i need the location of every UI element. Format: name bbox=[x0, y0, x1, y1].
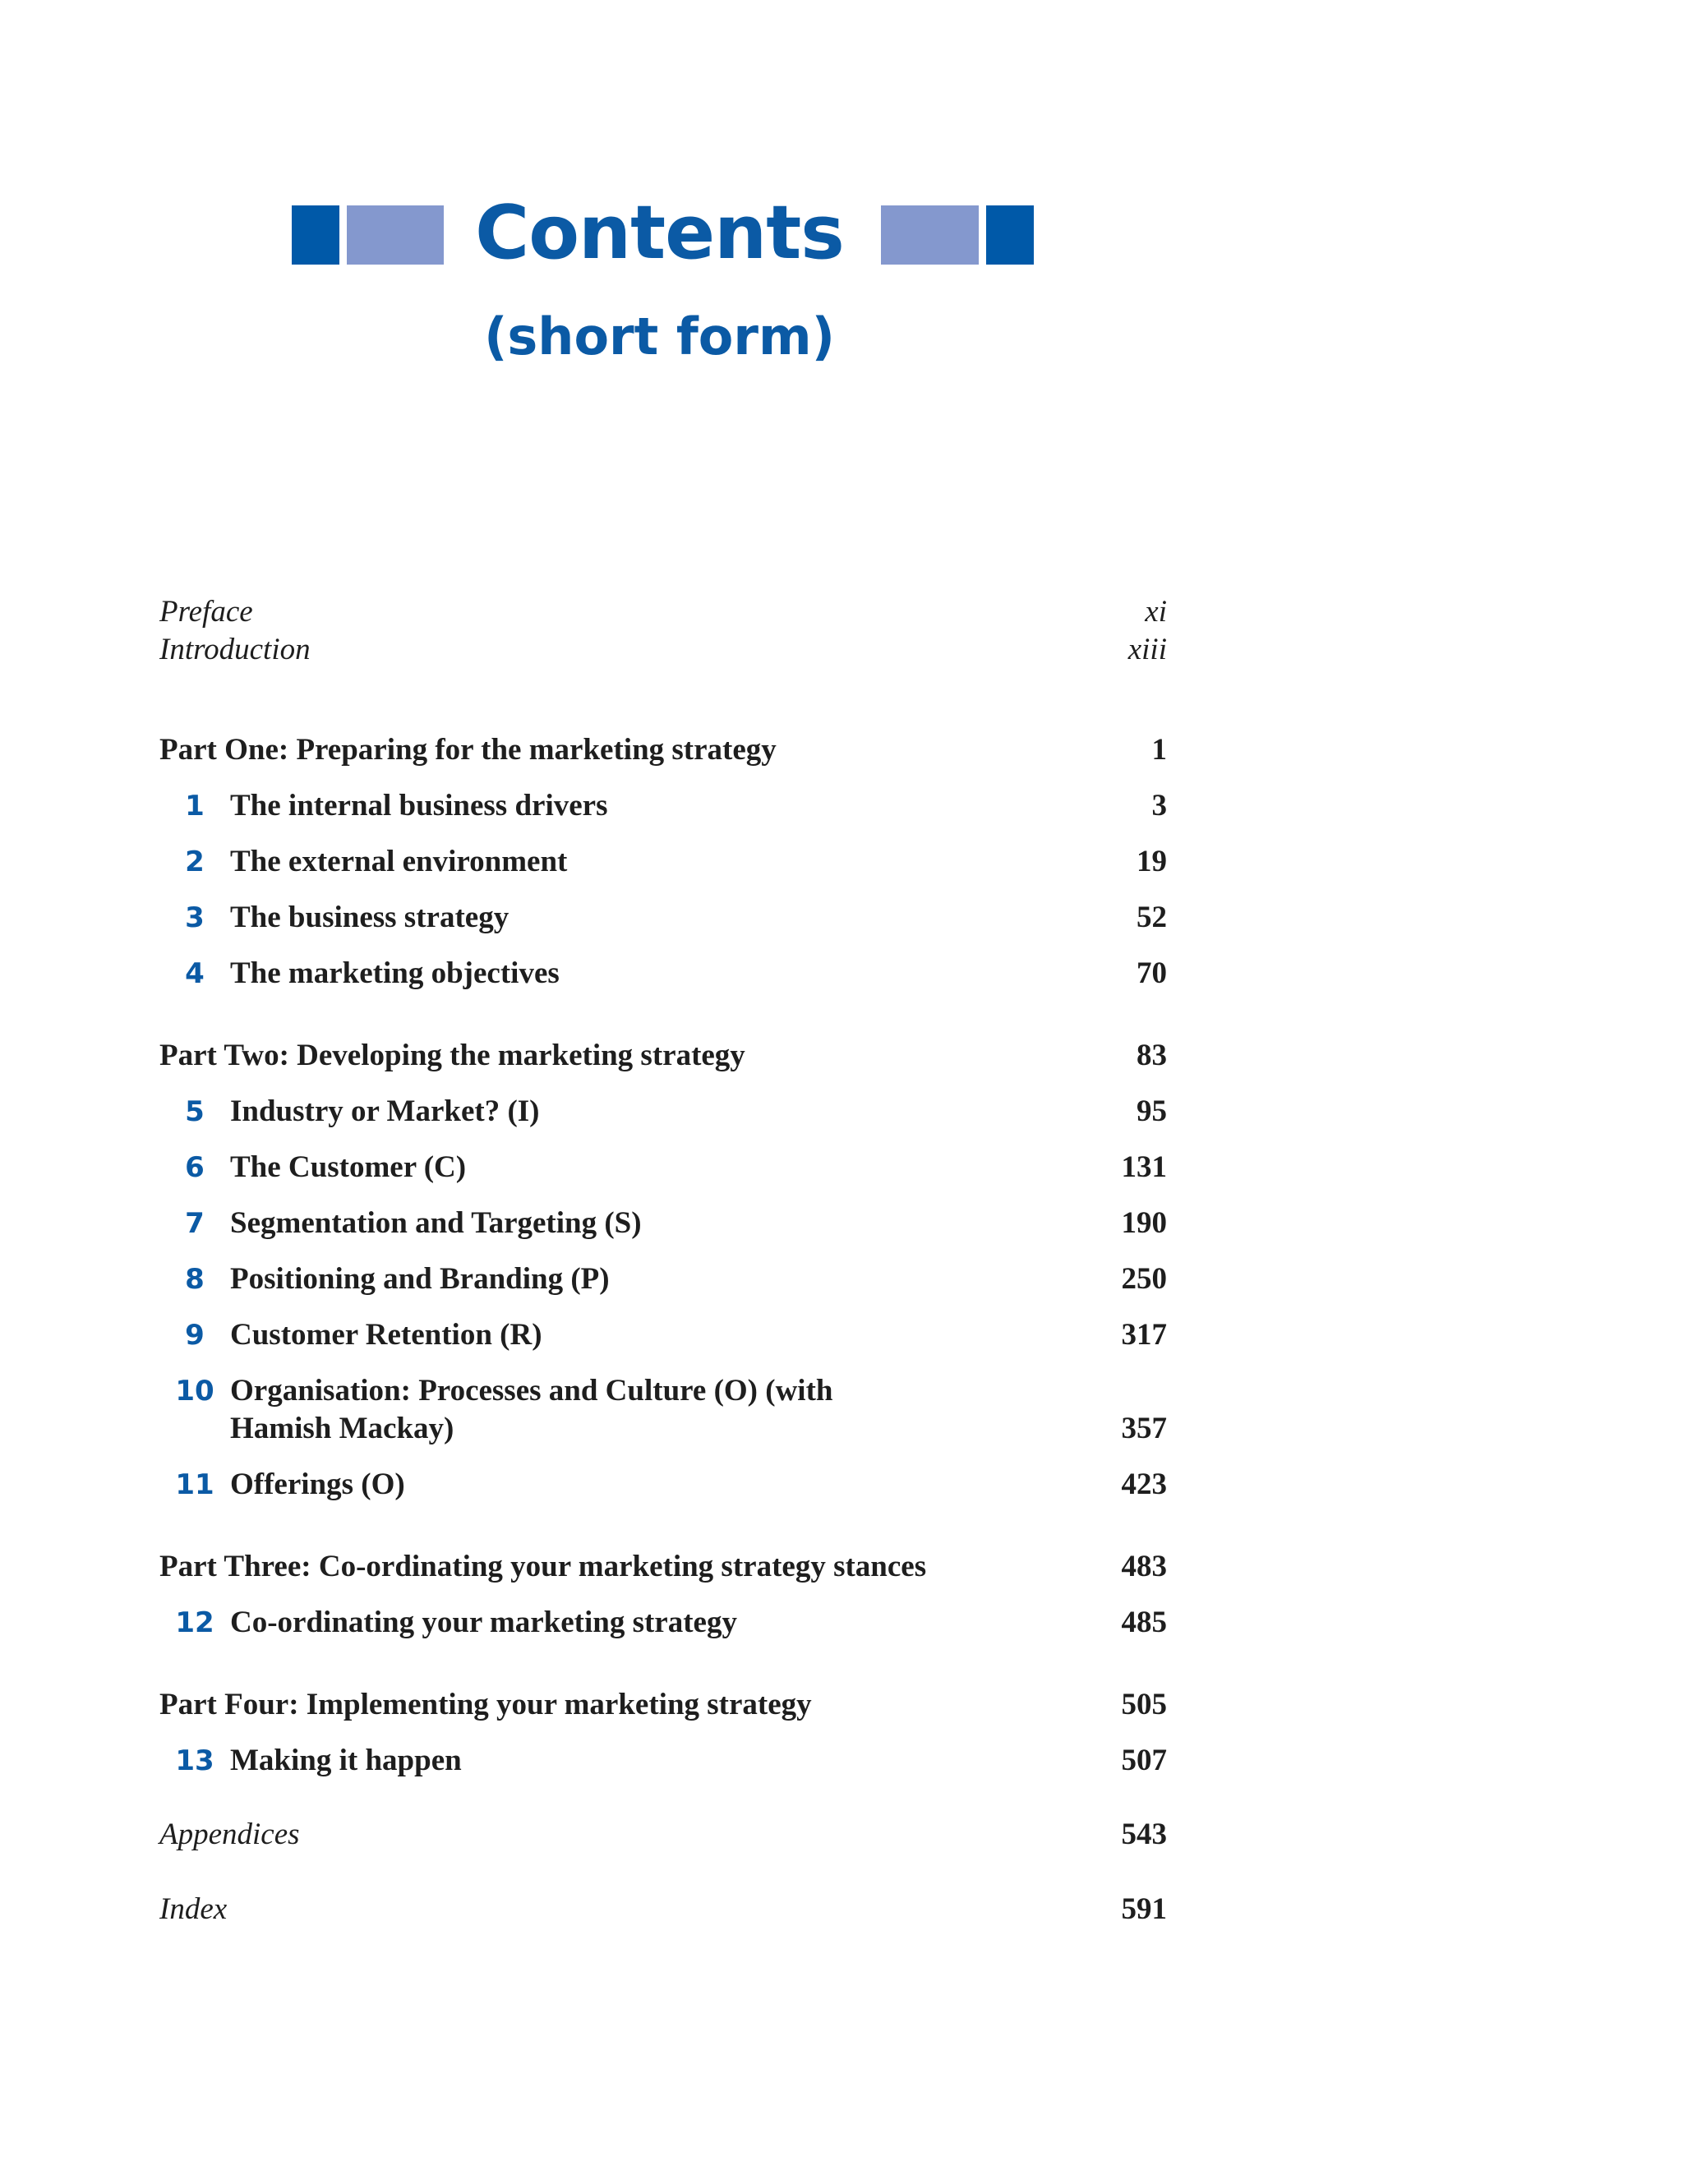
chapter-page: 19 bbox=[1137, 845, 1167, 878]
toc-chapter-7[interactable] bbox=[159, 1205, 1167, 1242]
chapter-page: 131 bbox=[1121, 1150, 1167, 1184]
toc-chapter-4[interactable] bbox=[159, 955, 1167, 993]
chapter-title: Organisation: Processes and Culture (O) (with Hamish Mackay) bbox=[230, 1374, 833, 1445]
chapter-title: The business strategy bbox=[230, 901, 510, 934]
title-block-dark-right bbox=[986, 205, 1034, 265]
entry-page: 543 bbox=[1121, 1818, 1167, 1851]
toc-part-three[interactable] bbox=[159, 1548, 1167, 1586]
toc-chapter-6[interactable] bbox=[159, 1149, 1167, 1186]
chapter-page: 317 bbox=[1121, 1318, 1167, 1352]
chapter-page: 423 bbox=[1121, 1468, 1167, 1501]
entry-page: xiii bbox=[1127, 633, 1167, 666]
toc-chapter-13[interactable] bbox=[159, 1742, 1167, 1780]
toc-chapter-9[interactable] bbox=[159, 1316, 1167, 1354]
part-title: Part Four: Implementing your marketing strategy bbox=[159, 1688, 812, 1721]
toc-entry-preface[interactable] bbox=[159, 593, 1167, 631]
chapter-number: 10 bbox=[175, 1375, 214, 1408]
chapter-title: The external environment bbox=[230, 845, 568, 878]
chapter-number: 3 bbox=[185, 901, 205, 934]
part-title: Part One: Preparing for the marketing strategy bbox=[159, 733, 777, 767]
chapter-title: The marketing objectives bbox=[230, 956, 560, 990]
chapter-title: Customer Retention (R) bbox=[230, 1318, 542, 1352]
toc-chapter-8[interactable] bbox=[159, 1260, 1167, 1298]
toc-chapter-11[interactable] bbox=[159, 1466, 1167, 1504]
page-subtitle: (short form) bbox=[484, 306, 835, 366]
chapter-title: Co-ordinating your marketing strategy bbox=[230, 1606, 737, 1639]
entry-label: Preface bbox=[159, 595, 253, 629]
table-of-contents bbox=[159, 593, 1167, 1928]
chapter-number: 13 bbox=[175, 1744, 214, 1777]
toc-entry-appendices[interactable] bbox=[159, 1816, 1167, 1854]
chapter-page: 357 bbox=[1121, 1412, 1167, 1445]
chapter-number: 6 bbox=[185, 1151, 205, 1184]
toc-chapter-1[interactable] bbox=[159, 787, 1167, 825]
part-page: 505 bbox=[1121, 1688, 1167, 1721]
chapter-page: 190 bbox=[1121, 1206, 1167, 1240]
entry-label: Introduction bbox=[159, 633, 311, 666]
chapter-title: Segmentation and Targeting (S) bbox=[230, 1206, 642, 1240]
toc-chapter-3[interactable] bbox=[159, 899, 1167, 937]
chapter-page: 3 bbox=[1151, 789, 1167, 822]
chapter-title: The Customer (C) bbox=[230, 1150, 467, 1184]
chapter-page: 485 bbox=[1121, 1606, 1167, 1639]
part-page: 483 bbox=[1121, 1550, 1167, 1583]
chapter-title: Positioning and Branding (P) bbox=[230, 1262, 610, 1296]
chapter-number: 11 bbox=[175, 1468, 214, 1501]
chapter-page: 507 bbox=[1121, 1744, 1167, 1777]
entry-label: Index bbox=[159, 1892, 228, 1926]
entry-page: 591 bbox=[1121, 1892, 1167, 1926]
entry-page: xi bbox=[1145, 595, 1167, 629]
title-block-light-right bbox=[881, 205, 979, 265]
toc-chapter-2[interactable] bbox=[159, 843, 1167, 881]
chapter-title: The internal business drivers bbox=[230, 789, 608, 822]
chapter-page: 250 bbox=[1121, 1262, 1167, 1296]
chapter-title: Industry or Market? (I) bbox=[230, 1094, 540, 1128]
toc-part-one[interactable] bbox=[159, 731, 1167, 769]
chapter-page: 95 bbox=[1137, 1094, 1167, 1128]
toc-entry-index[interactable] bbox=[159, 1891, 1167, 1928]
chapter-number: 12 bbox=[175, 1606, 214, 1639]
part-page: 1 bbox=[1151, 733, 1167, 767]
toc-chapter-10[interactable] bbox=[159, 1372, 1167, 1448]
chapter-number: 9 bbox=[185, 1319, 205, 1352]
chapter-title: Making it happen bbox=[230, 1744, 462, 1777]
toc-chapter-5[interactable] bbox=[159, 1093, 1167, 1131]
page-title: Contents bbox=[475, 190, 844, 276]
chapter-number: 1 bbox=[185, 790, 205, 822]
toc-chapter-12[interactable] bbox=[159, 1604, 1167, 1642]
toc-part-four[interactable] bbox=[159, 1686, 1167, 1724]
chapter-number: 5 bbox=[185, 1095, 205, 1128]
chapter-number: 8 bbox=[185, 1263, 205, 1296]
title-row bbox=[292, 190, 1027, 276]
part-title: Part Three: Co-ordinating your marketing strategy stances bbox=[159, 1550, 927, 1583]
part-title: Part Two: Developing the marketing strategy bbox=[159, 1039, 745, 1072]
chapter-page: 70 bbox=[1137, 956, 1167, 990]
chapter-number: 7 bbox=[185, 1207, 205, 1240]
toc-part-two[interactable] bbox=[159, 1037, 1167, 1075]
entry-label: Appendices bbox=[159, 1818, 300, 1851]
chapter-number: 4 bbox=[185, 957, 205, 990]
chapter-number: 2 bbox=[185, 845, 205, 878]
toc-entry-introduction[interactable] bbox=[159, 631, 1167, 669]
part-page: 83 bbox=[1137, 1039, 1167, 1072]
chapter-page: 52 bbox=[1137, 901, 1167, 934]
chapter-title: Offerings (O) bbox=[230, 1468, 405, 1501]
